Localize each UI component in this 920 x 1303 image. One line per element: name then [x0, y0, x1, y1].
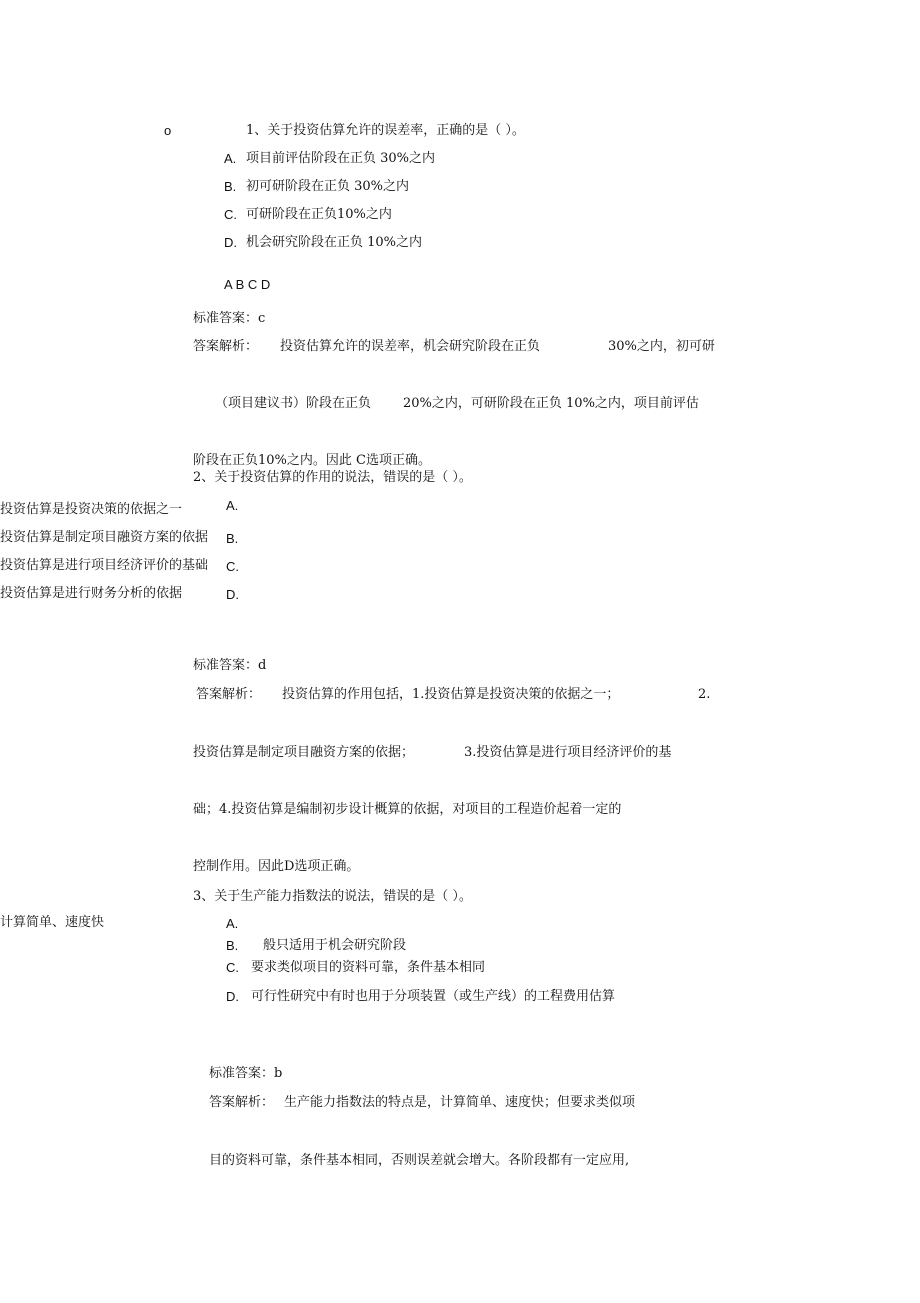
q3-option-d-letter: D.: [226, 989, 239, 1004]
q3-option-a-letter: A.: [226, 916, 239, 931]
q1-analysis-line2a: （项目建议书）阶段在正负: [215, 396, 372, 411]
q2-option-d-letter: D.: [226, 587, 239, 602]
q2-option-a-letter: A.: [226, 498, 239, 513]
q3-analysis-label: 答案解析：: [209, 1095, 275, 1110]
q3-analysis-line2: 目的资料可靠，条件基本相同，否则误差就会增大。各阶段都有一定应用,: [209, 1153, 630, 1168]
q2-option-b-letter: B.: [226, 531, 239, 546]
q2-analysis-line3: 础；4.投资估算是编制初步设计概算的依据，对项目的工程造价起着一定的: [193, 802, 622, 817]
q1-analysis-label: 答案解析：: [193, 339, 259, 354]
q1-stem: 1、关于投资估算允许的误差率，正确的是（ ）。: [246, 123, 525, 138]
q2-analysis-line4: 控制作用。因此D选项正确。: [193, 859, 360, 874]
q1-analysis-line2b: 20%之内，可研阶段在正负 10%之内，项目前评估: [403, 396, 699, 411]
q1-option-b-text: 初可研阶段在正负 30%之内: [246, 179, 410, 194]
q1-option-d-text: 机会研究阶段在正负 10%之内: [246, 235, 423, 250]
q2-analysis-label: 答案解析：: [196, 687, 262, 702]
q1-option-c-text: 可研阶段在正负10%之内: [246, 207, 392, 222]
q1-option-a-letter: A.: [224, 151, 237, 166]
q2-answer: 标准答案：d: [193, 658, 267, 673]
q2-analysis-line1a: 投资估算的作用包括，1.投资估算是投资决策的依据之一；: [282, 687, 620, 702]
q2-stem: 2、关于投资估算的作用的说法，错误的是（ ）。: [193, 470, 472, 485]
q1-option-d-letter: D.: [224, 235, 237, 250]
q1-option-b-letter: B.: [224, 179, 237, 194]
q1-analysis-line1a: 投资估算允许的误差率，机会研究阶段在正负: [280, 339, 541, 354]
q3-stem: 3、关于生产能力指数法的说法，错误的是（ ）。: [193, 889, 472, 904]
q1-option-a-text: 项目前评估阶段在正负 30%之内: [246, 151, 436, 166]
q3-option-c-text: 要求类似项目的资料可靠，条件基本相同: [251, 960, 486, 975]
q1-analysis-line1b: 30%之内，初可研: [608, 339, 715, 354]
q3-answer: 标准答案：b: [209, 1066, 283, 1081]
q3-option-a-text: 计算简单、速度快: [0, 915, 105, 930]
q2-option-b-text: 投资估算是制定项目融资方案的依据: [0, 530, 209, 545]
q1-analysis-line3: 阶段在正负10%之内。因此 C选项正确。: [193, 453, 431, 468]
q3-analysis-line1: 生产能力指数法的特点是，计算简单、速度快；但要求类似项: [284, 1095, 636, 1110]
q3-option-c-letter: C.: [226, 960, 239, 975]
q1-option-c-letter: C.: [224, 207, 237, 222]
q1-choices-row: A B C D: [224, 277, 271, 292]
q2-analysis-line2a: 投资估算是制定项目融资方案的依据；: [193, 745, 415, 760]
q2-option-c-letter: C.: [226, 559, 239, 574]
q2-option-a-text: 投资估算是投资决策的依据之一: [0, 502, 183, 517]
q3-option-d-text: 可行性研究中有时也用于分项装置（或生产线）的工程费用估算: [251, 989, 616, 1004]
q2-analysis-line2b: 3.投资估算是进行项目经济评价的基: [464, 745, 672, 760]
q2-option-d-text: 投资估算是进行财务分析的依据: [0, 586, 183, 601]
q3-option-b-text: 般只适用于机会研究阶段: [263, 938, 407, 953]
q3-option-b-letter: B.: [226, 938, 239, 953]
q2-analysis-line1b: 2.: [698, 687, 711, 702]
bullet-marker: o: [164, 123, 172, 138]
q1-answer: 标准答案：c: [193, 311, 266, 326]
q2-option-c-text: 投资估算是进行项目经济评价的基础: [0, 558, 209, 573]
